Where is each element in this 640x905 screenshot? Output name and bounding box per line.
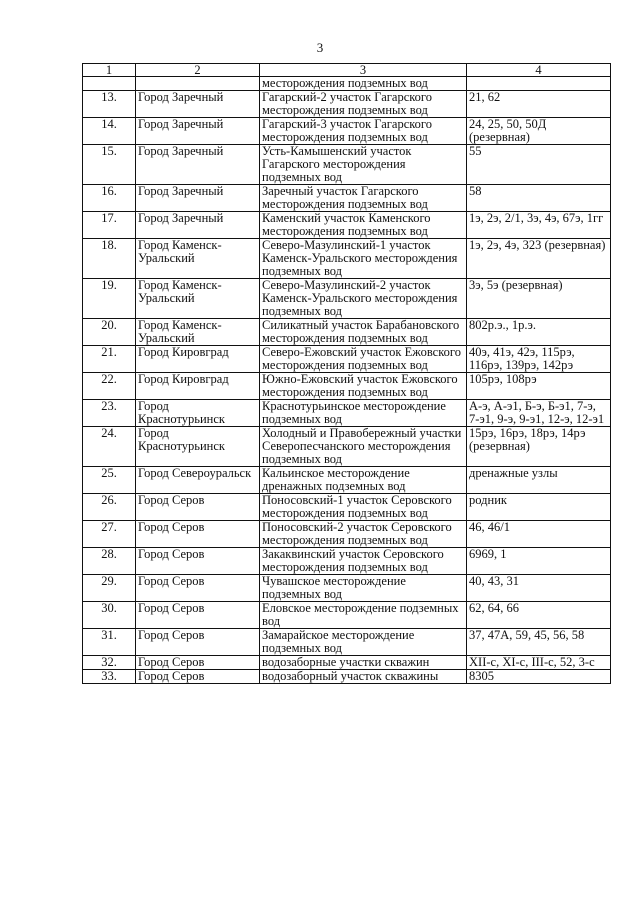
- table-header-row: [83, 64, 611, 77]
- table-row: [83, 91, 611, 118]
- column-header-4: 4: [467, 64, 611, 77]
- row-city: Город Заречный: [136, 145, 260, 185]
- row-number: 27.: [83, 521, 136, 548]
- table-row: [83, 346, 611, 373]
- table-row: [83, 185, 611, 212]
- row-city: Город Заречный: [136, 185, 260, 212]
- row-deposit: Усть-Камышенский участок Гагарского месторождения подземных вод: [260, 145, 467, 185]
- row-wells: 8305: [467, 670, 611, 684]
- row-city: Город Серов: [136, 575, 260, 602]
- row-number: 24.: [83, 427, 136, 467]
- table-row: [83, 494, 611, 521]
- row-wells: дренажные узлы: [467, 467, 611, 494]
- row-number: 31.: [83, 629, 136, 656]
- table-row: [83, 319, 611, 346]
- row-number: 14.: [83, 118, 136, 145]
- row-number: 13.: [83, 91, 136, 118]
- row-deposit: Кальинское месторождение дренажных подземных вод: [260, 467, 467, 494]
- row-wells: А-э, А-э1, Б-э, Б-э1, 7-э, 7-э1, 9-э, 9-э1, 12-э, 12-э1: [467, 400, 611, 427]
- table-row: [83, 670, 611, 684]
- row-number: 25.: [83, 467, 136, 494]
- table-row: [83, 629, 611, 656]
- row-deposit: Северо-Ежовский участок Ежовского месторождения подземных вод: [260, 346, 467, 373]
- table-row: [83, 212, 611, 239]
- row-number: 22.: [83, 373, 136, 400]
- row-number: 17.: [83, 212, 136, 239]
- row-deposit: Поносовский-1 участок Серовского месторождения подземных вод: [260, 494, 467, 521]
- table-row: [83, 467, 611, 494]
- row-wells: 1э, 2э, 4э, 323 (резервная): [467, 239, 611, 279]
- row-deposit: водозаборные участки скважин: [260, 656, 467, 670]
- row-wells: 46, 46/1: [467, 521, 611, 548]
- row-wells: родник: [467, 494, 611, 521]
- table-row: [83, 118, 611, 145]
- row-number: 29.: [83, 575, 136, 602]
- row-city: Город Серов: [136, 494, 260, 521]
- row-wells: 1э, 2э, 2/1, 3э, 4э, 67э, 1гг: [467, 212, 611, 239]
- row-deposit: Еловское месторождение подземных вод: [260, 602, 467, 629]
- row-city: Город Каменск-Уральский: [136, 279, 260, 319]
- row-deposit: Силикатный участок Барабановского месторождения подземных вод: [260, 319, 467, 346]
- row-city: Город Серов: [136, 629, 260, 656]
- column-header-1: 1: [83, 64, 136, 77]
- row-city: Город Заречный: [136, 91, 260, 118]
- table-body: [83, 77, 611, 684]
- row-wells: 58: [467, 185, 611, 212]
- row-number: 23.: [83, 400, 136, 427]
- row-city: Город Краснотурьинск: [136, 427, 260, 467]
- row-number: 33.: [83, 670, 136, 684]
- row-wells: 40э, 41э, 42э, 115рэ, 116рэ, 139рэ, 142рэ: [467, 346, 611, 373]
- row-wells: [467, 77, 611, 91]
- row-city: [136, 77, 260, 91]
- water-deposits-table: [82, 63, 611, 684]
- row-deposit: Краснотурьинское месторождение подземных вод: [260, 400, 467, 427]
- row-deposit: Гагарский-3 участок Гагарского месторождения подземных вод: [260, 118, 467, 145]
- row-deposit: Северо-Мазулинский-1 участок Каменск-Уральского месторождения подземных вод: [260, 239, 467, 279]
- table-row: [83, 145, 611, 185]
- row-number: 15.: [83, 145, 136, 185]
- row-number: [83, 77, 136, 91]
- row-deposit: Закаквинский участок Серовского месторождения подземных вод: [260, 548, 467, 575]
- row-city: Город Серов: [136, 521, 260, 548]
- row-city: Город Серов: [136, 602, 260, 629]
- table-row: [83, 548, 611, 575]
- row-deposit: водозаборный участок скважины: [260, 670, 467, 684]
- row-number: 20.: [83, 319, 136, 346]
- row-deposit: Южно-Ежовский участок Ежовского месторождения подземных вод: [260, 373, 467, 400]
- row-deposit: Заречный участок Гагарского месторождения подземных вод: [260, 185, 467, 212]
- row-wells: 802р.э., 1р.э.: [467, 319, 611, 346]
- row-number: 28.: [83, 548, 136, 575]
- row-city: Город Заречный: [136, 118, 260, 145]
- table-row: [83, 400, 611, 427]
- row-number: 16.: [83, 185, 136, 212]
- row-number: 26.: [83, 494, 136, 521]
- row-wells: 55: [467, 145, 611, 185]
- row-city: Город Североуральск: [136, 467, 260, 494]
- row-wells: 62, 64, 66: [467, 602, 611, 629]
- table-row: [83, 427, 611, 467]
- row-wells: 37, 47А, 59, 45, 56, 58: [467, 629, 611, 656]
- table-row: [83, 239, 611, 279]
- row-deposit: Чувашское месторождение подземных вод: [260, 575, 467, 602]
- column-header-3: 3: [260, 64, 467, 77]
- row-number: 30.: [83, 602, 136, 629]
- row-deposit: Каменский участок Каменского месторождения подземных вод: [260, 212, 467, 239]
- row-number: 21.: [83, 346, 136, 373]
- row-city: Город Серов: [136, 670, 260, 684]
- row-city: Город Краснотурьинск: [136, 400, 260, 427]
- row-city: Город Кировград: [136, 346, 260, 373]
- row-city: Город Каменск-Уральский: [136, 239, 260, 279]
- table-row: [83, 373, 611, 400]
- table-row: [83, 602, 611, 629]
- row-number: 19.: [83, 279, 136, 319]
- row-city: Город Серов: [136, 656, 260, 670]
- row-wells: 3э, 5э (резервная): [467, 279, 611, 319]
- row-deposit: Поносовский-2 участок Серовского месторождения подземных вод: [260, 521, 467, 548]
- row-city: Город Серов: [136, 548, 260, 575]
- row-wells: XII-с, XI-с, III-с, 52, 3-с: [467, 656, 611, 670]
- column-header-2: 2: [136, 64, 260, 77]
- row-deposit: Холодный и Правобережный участки Северопесчанского месторождения подземных вод: [260, 427, 467, 467]
- table-row: [83, 279, 611, 319]
- row-number: 32.: [83, 656, 136, 670]
- row-wells: 105рэ, 108рэ: [467, 373, 611, 400]
- row-wells: 6969, 1: [467, 548, 611, 575]
- row-wells: 21, 62: [467, 91, 611, 118]
- table-row: [83, 521, 611, 548]
- row-wells: 15рэ, 16рэ, 18рэ, 14рэ (резервная): [467, 427, 611, 467]
- row-deposit: Северо-Мазулинский-2 участок Каменск-Уральского месторождения подземных вод: [260, 279, 467, 319]
- row-city: Город Каменск-Уральский: [136, 319, 260, 346]
- row-deposit: Замарайское месторождение подземных вод: [260, 629, 467, 656]
- row-number: 18.: [83, 239, 136, 279]
- page-number: 3: [316, 40, 324, 55]
- continuation-row: [83, 77, 611, 91]
- row-city: Город Заречный: [136, 212, 260, 239]
- row-deposit: месторождения подземных вод: [260, 77, 467, 91]
- row-wells: 40, 43, 31: [467, 575, 611, 602]
- table-row: [83, 656, 611, 670]
- row-city: Город Кировград: [136, 373, 260, 400]
- table-row: [83, 575, 611, 602]
- row-wells: 24, 25, 50, 50Д (резервная): [467, 118, 611, 145]
- row-deposit: Гагарский-2 участок Гагарского месторождения подземных вод: [260, 91, 467, 118]
